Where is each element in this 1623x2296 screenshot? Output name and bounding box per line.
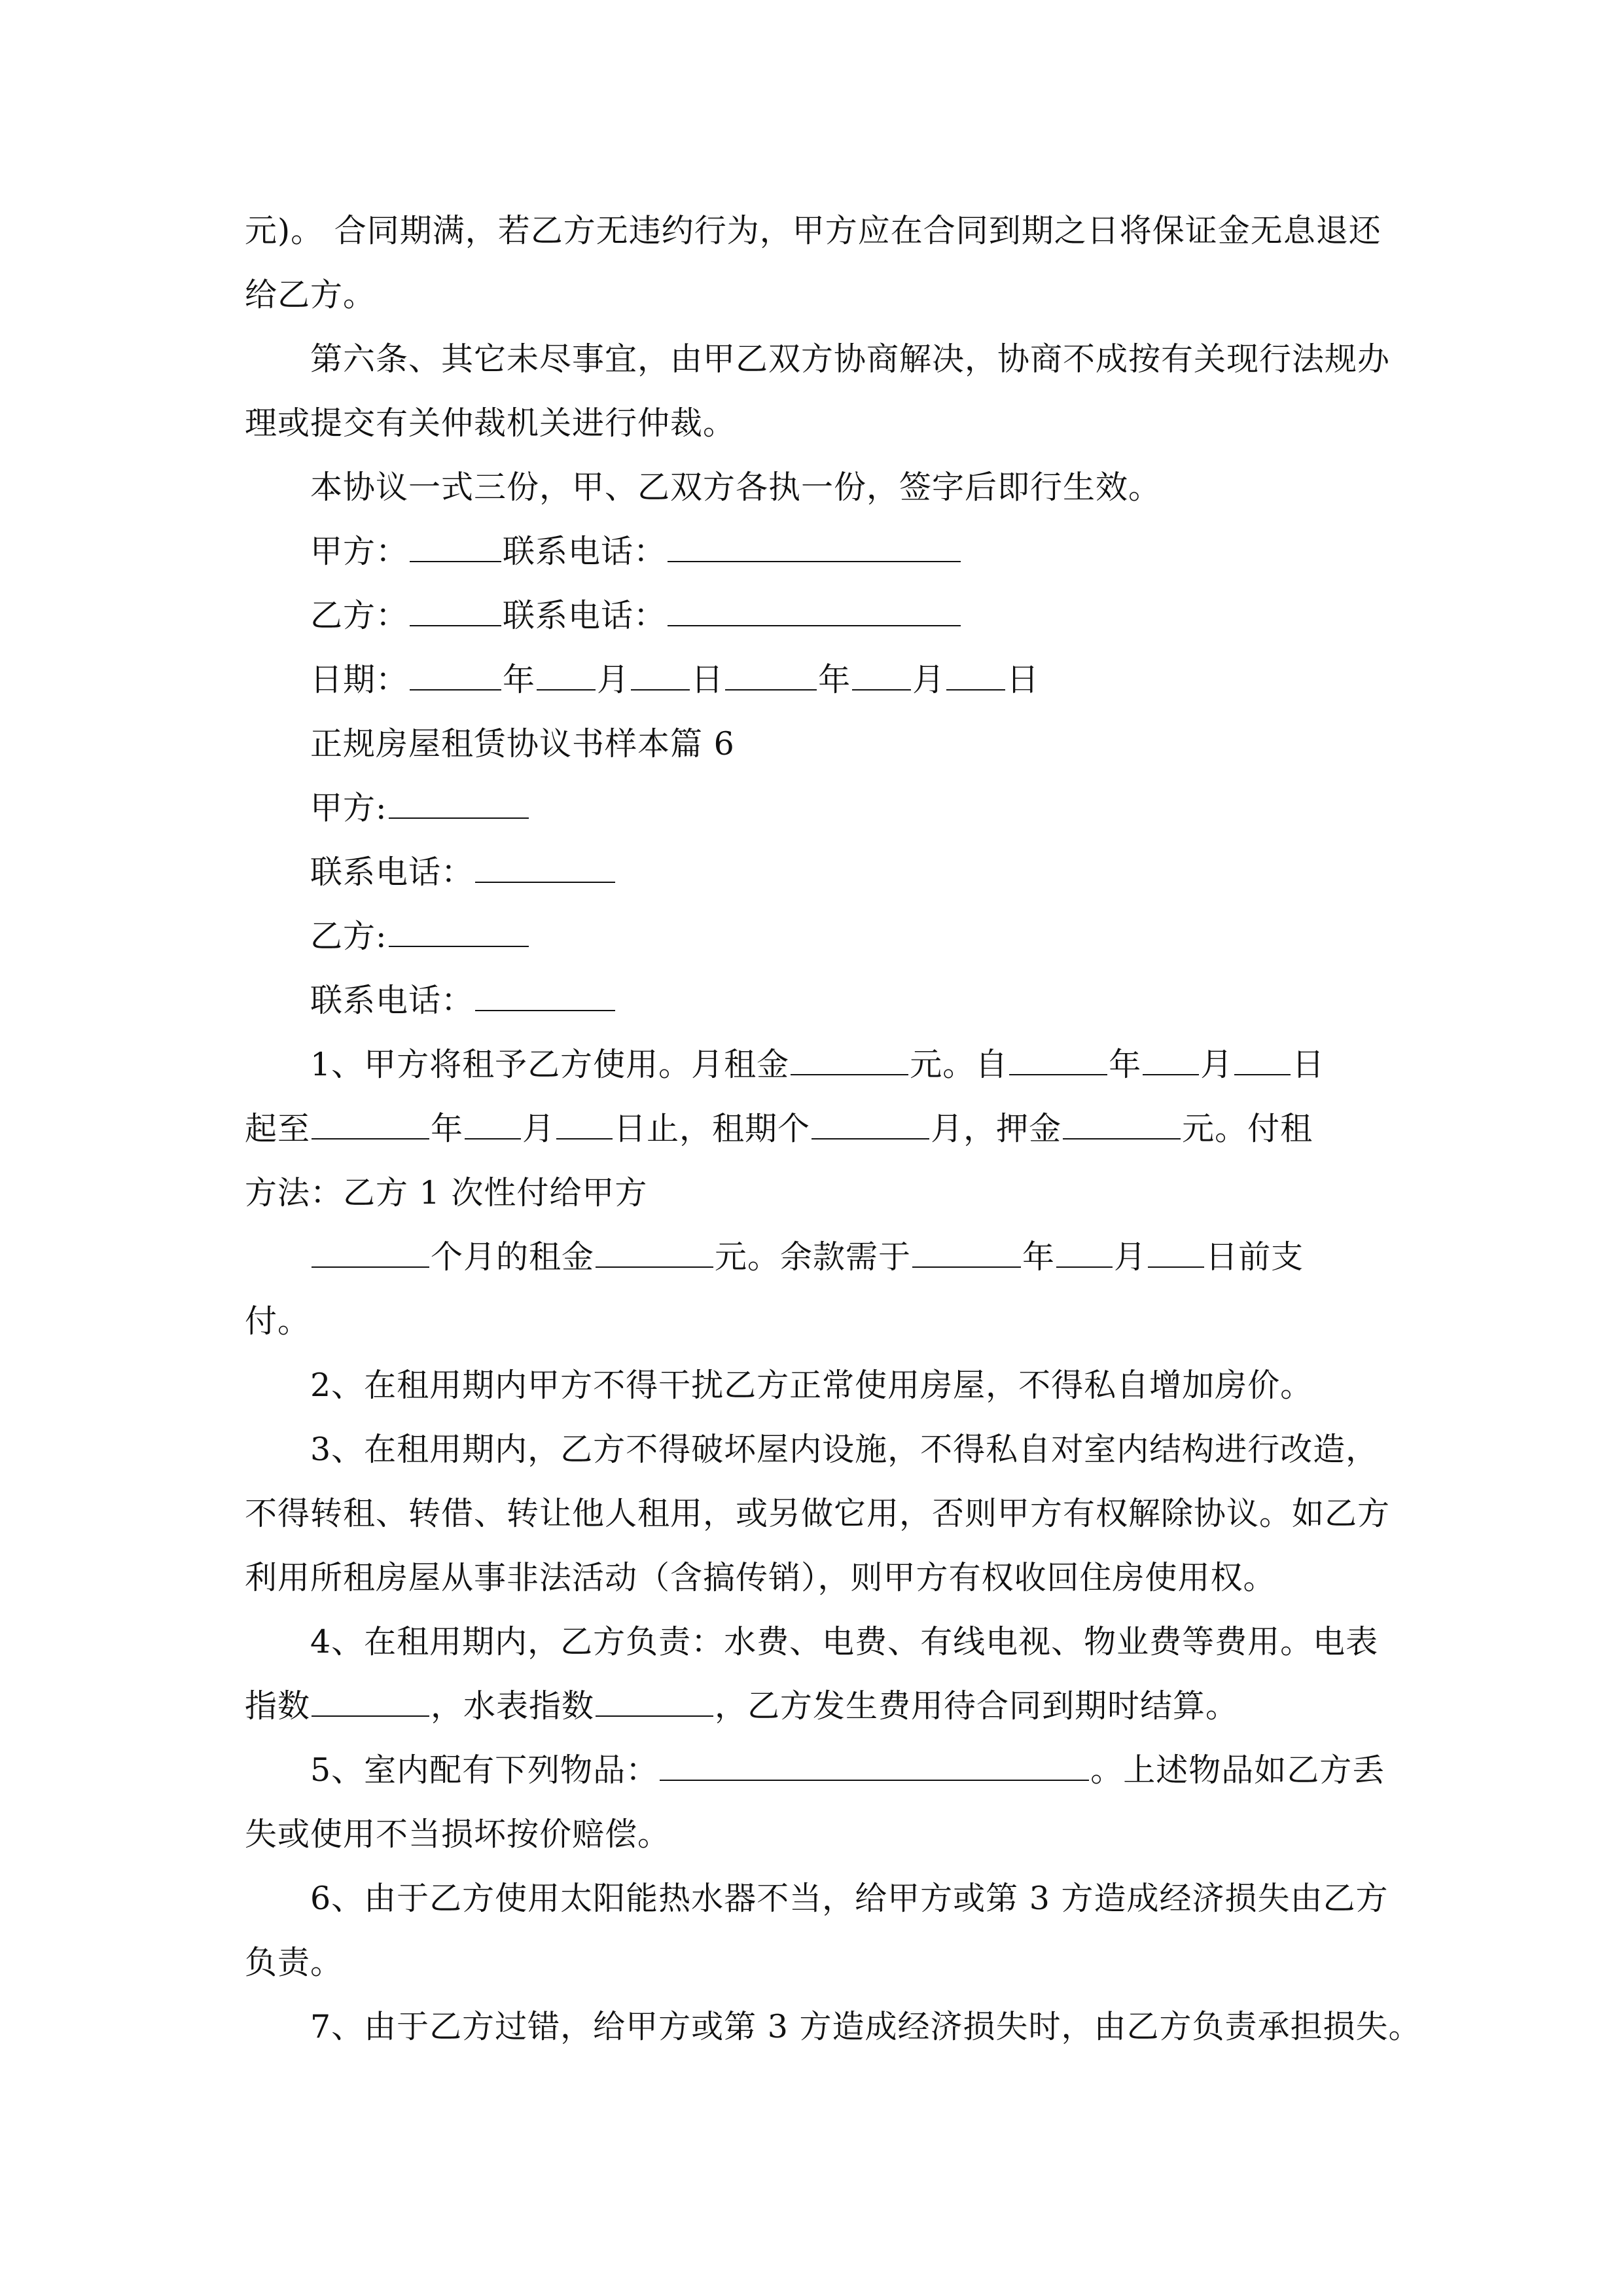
party-b-label: 乙方: — [310, 918, 387, 955]
party-a-label: 甲方： — [310, 533, 409, 570]
text-line: 第六条、其它未尽事宜，由甲乙双方协商解决，协商不成按有关现行法规办 — [310, 340, 1391, 378]
day-blank[interactable] — [556, 1109, 613, 1139]
meter-blank[interactable] — [312, 1687, 429, 1717]
months-blank[interactable] — [312, 1238, 429, 1268]
year-blank[interactable] — [312, 1109, 429, 1139]
month-blank[interactable] — [537, 660, 596, 691]
clause-text: 。上述物品如乙方丢 — [1090, 1751, 1385, 1789]
text-line: 3、在租用期内，乙方不得破坏屋内设施，不得私自对室内结构进行改造， — [310, 1431, 1379, 1468]
party-b-label: 乙方： — [310, 597, 409, 634]
clause-1-line-2 — [245, 1109, 1313, 1149]
party-b-blank[interactable] — [389, 917, 529, 947]
year-blank[interactable] — [912, 1238, 1021, 1268]
clause-text: 1、甲方将租予乙方使用。月租金 — [310, 1046, 790, 1083]
amount-blank[interactable] — [596, 1238, 713, 1268]
text-line: 本协议一式三份，甲、乙双方各执一份，签字后即行生效。 — [310, 469, 1162, 506]
year-blank[interactable] — [410, 660, 501, 691]
clause-text: 日 — [1292, 1046, 1325, 1083]
phone-label: 联系电话： — [503, 597, 667, 634]
clause-text: 个月的租金 — [431, 1238, 595, 1276]
day-blank[interactable] — [1234, 1045, 1291, 1075]
year-blank[interactable] — [1009, 1045, 1107, 1075]
text-line: 给乙方。 — [245, 276, 376, 314]
signature-party-a — [310, 532, 962, 571]
phone-label: 联系电话： — [310, 982, 474, 1019]
phone-blank[interactable] — [475, 981, 615, 1011]
year-label: 年 — [503, 661, 536, 698]
day-label: 日 — [1007, 661, 1040, 698]
phone-blank[interactable] — [668, 596, 961, 626]
form-phone-b — [310, 981, 616, 1020]
day-blank[interactable] — [1148, 1238, 1204, 1268]
section-title: 正规房屋租赁协议书样本篇 6 — [310, 725, 735, 762]
text-line: 4、在租用期内，乙方负责：水费、电费、有线电视、物业费等费用。电表 — [310, 1623, 1379, 1660]
clause-text: 年 — [1109, 1046, 1142, 1083]
year-label: 年 — [818, 661, 851, 698]
rent-blank[interactable] — [791, 1045, 908, 1075]
clause-text: 日前支 — [1205, 1238, 1304, 1276]
items-blank[interactable] — [660, 1751, 1089, 1781]
text-line: 负责。 — [245, 1944, 344, 1981]
clause-text: 日止，租期个 — [614, 1110, 811, 1147]
clause-1-line-1 — [310, 1045, 1325, 1085]
party-b-blank[interactable] — [410, 596, 501, 626]
text-line: 6、由于乙方使用太阳能热水器不当，给甲方或第 3 方造成经济损失由乙方 — [310, 1880, 1389, 1917]
clause-text: 起至 — [245, 1110, 311, 1147]
deposit-blank[interactable] — [1063, 1109, 1181, 1139]
day-blank[interactable] — [631, 660, 690, 691]
clause-text: 月 — [1114, 1238, 1147, 1276]
month-label: 月 — [597, 661, 630, 698]
clause-text: 元。自 — [910, 1046, 1008, 1083]
form-party-b — [310, 917, 530, 956]
party-a-blank[interactable] — [389, 789, 529, 819]
text-line: 2、在租用期内甲方不得干扰乙方正常使用房屋，不得私自增加房价。 — [310, 1367, 1313, 1404]
month-blank[interactable] — [465, 1109, 521, 1139]
clause-text: 年 — [431, 1110, 464, 1147]
clause-text: 元。付租 — [1182, 1110, 1313, 1147]
signature-party-b — [310, 596, 962, 636]
phone-label: 联系电话： — [310, 853, 474, 891]
text-line: 付。 — [245, 1302, 311, 1340]
month-label: 月 — [912, 661, 946, 698]
party-a-blank[interactable] — [410, 532, 501, 562]
clause-1-line-4 — [310, 1238, 1304, 1277]
text-line: 不得转租、转借、转让他人租用，或另做它用，否则甲方有权解除协议。如乙方 — [245, 1495, 1391, 1532]
day-label: 日 — [691, 661, 724, 698]
phone-blank[interactable] — [668, 532, 961, 562]
clause-text: 月 — [522, 1110, 556, 1147]
party-a-label: 甲方: — [310, 789, 387, 827]
date-label: 日期： — [310, 661, 409, 698]
meter-blank[interactable] — [596, 1687, 713, 1717]
clause-text: 月 — [1200, 1046, 1234, 1083]
period-blank[interactable] — [812, 1109, 929, 1139]
clause-5-line-1 — [310, 1751, 1385, 1790]
text-line: 理或提交有关仲裁机关进行仲裁。 — [245, 404, 736, 442]
clause-text: ，乙方发生费用待合同到期时结算。 — [715, 1687, 1239, 1725]
year-blank[interactable] — [725, 660, 817, 691]
text-line: 元)。 合同期满，若乙方无违约行为，甲方应在合同到期之日将保证金无息退还 — [245, 212, 1382, 249]
clause-text: 年 — [1022, 1238, 1056, 1276]
phone-label: 联系电话： — [503, 533, 667, 570]
text-line: 7、由于乙方过错，给甲方或第 3 方造成经济损失时，由乙方负责承担损失。 — [310, 2008, 1421, 2045]
month-blank[interactable] — [852, 660, 911, 691]
month-blank[interactable] — [1143, 1045, 1199, 1075]
clause-4-line-2 — [245, 1687, 1238, 1726]
text-line: 利用所租房屋从事非法活动（含搞传销），则甲方有权收回住房使用权。 — [245, 1559, 1276, 1596]
form-party-a — [310, 789, 530, 828]
text-line: 方法：乙方 1 次性付给甲方 — [245, 1174, 648, 1211]
clause-text: 月，押金 — [931, 1110, 1062, 1147]
text-line: 失或使用不当损坏按价赔偿。 — [245, 1816, 671, 1853]
clause-text: ，水表指数 — [431, 1687, 595, 1725]
day-blank[interactable] — [946, 660, 1005, 691]
clause-text: 5、室内配有下列物品： — [310, 1751, 659, 1789]
clause-text: 元。余款需于 — [715, 1238, 912, 1276]
clause-text: 指数 — [245, 1687, 311, 1725]
form-phone-a — [310, 853, 616, 892]
signature-date — [310, 660, 1039, 700]
month-blank[interactable] — [1056, 1238, 1113, 1268]
phone-blank[interactable] — [475, 853, 615, 883]
